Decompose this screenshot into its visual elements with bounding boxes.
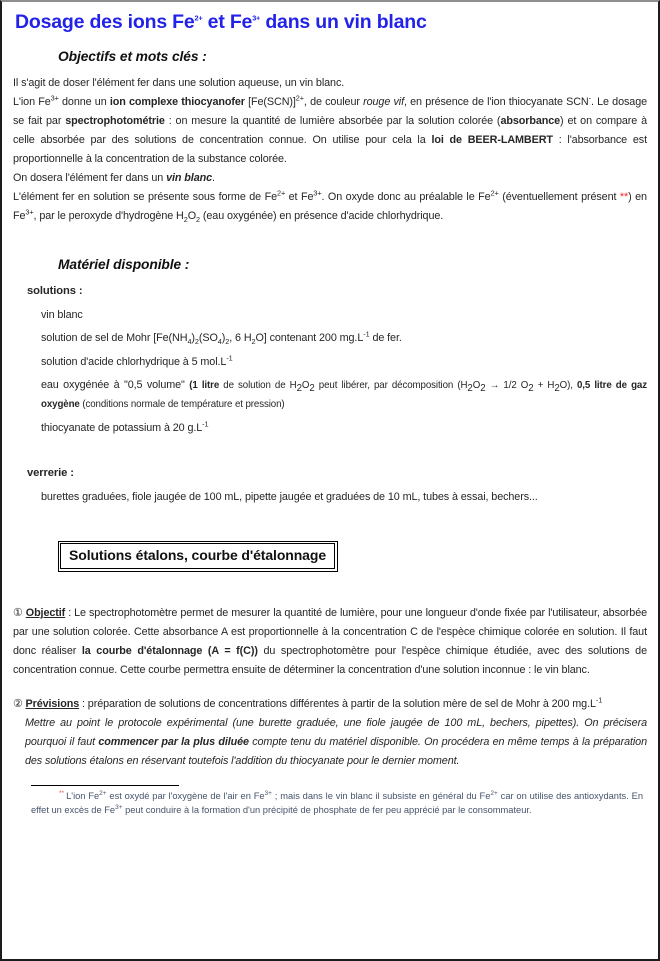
text-segment: : Le spectrophotomètre permet de mesurer la quantité de lumière, pour une longueur d'onde fixée par l'utilisateur, absorbée par une solution colorée. Cette absorbance A est proportionnelle à la concentration C de l'espèce chimique colorée en solution. Il faut donc réaliser (13, 607, 647, 657)
text-segment: 2 (467, 383, 473, 395)
text-segment: Il s'agit de doser l'élément fer dans une solution aqueuse, un vin blanc. (13, 77, 345, 89)
text-segment: ② (13, 698, 26, 710)
solution-item-thiocyanate (41, 419, 647, 438)
text-segment: 3+ (264, 789, 272, 797)
text-segment: et Fe (285, 191, 314, 203)
text-segment: (eau oxygénée) en présence d'acide chlorhydrique. (200, 210, 444, 222)
text-segment: [Fe(SCN)] (244, 96, 296, 108)
text-segment: et Fe (202, 11, 253, 33)
text-segment: O (187, 210, 197, 222)
text-segment: , de couleur (303, 96, 364, 108)
text-segment: solution d'acide chlorhydrique à 5 mol.L (41, 355, 227, 368)
text-segment: donne un (58, 96, 110, 108)
text-segment: 3+ (313, 188, 322, 198)
text-segment: 2 (251, 337, 256, 347)
text-segment: absorbance (500, 115, 561, 127)
text-segment: -1 (226, 352, 233, 362)
solution-item-eau-oxygenee (41, 376, 647, 414)
text-segment: 2 (554, 383, 560, 395)
text-segment: 2+ (276, 188, 286, 198)
text-segment: , 6 H (229, 332, 252, 344)
text-segment: commencer par la plus diluée (98, 736, 249, 748)
solutions-label: solutions : (27, 285, 83, 297)
text-segment: 2 (194, 337, 199, 347)
text-segment: O), (559, 380, 577, 391)
text-segment: L'ion Fe (13, 96, 51, 108)
text-segment: solution de sel de Mohr [Fe(NH (41, 332, 188, 344)
text-segment: O (301, 380, 310, 391)
text-segment: 3+ (115, 803, 123, 811)
heading-materiel: Matériel disponible : (58, 257, 190, 272)
text-segment: -1 (595, 695, 603, 705)
objectif-paragraph (13, 604, 647, 680)
text-segment: . On oxyde donc au préalable le Fe (321, 191, 491, 203)
text-segment: dans un vin blanc (260, 11, 427, 33)
text-segment: 2 (196, 215, 200, 225)
footnote-separator (31, 785, 179, 786)
text-segment: 2 (183, 215, 188, 225)
text-segment: ) en Fe (13, 191, 647, 222)
text-segment: . Le dosage se fait par (13, 96, 648, 127)
text-segment: ion complexe thiocyanofer (109, 96, 245, 108)
text-segment: spectrophotométrie (65, 115, 165, 127)
text-segment: peut conduire à la formation d'un précipité de phosphate de fer peu apprécié par le consommateur. (122, 804, 532, 815)
text-segment: 2+ (99, 789, 107, 797)
text-segment: vin blanc (166, 172, 213, 184)
text-segment: -1 (202, 418, 209, 428)
text-segment: ** (619, 191, 629, 203)
text-segment: Prévisions (25, 698, 80, 710)
text-segment: 4 (217, 337, 222, 347)
text-segment: Dosage des ions Fe (15, 11, 195, 33)
text-segment: - (588, 93, 591, 103)
footnote-text (31, 790, 643, 817)
text-segment: 2+ (490, 789, 498, 797)
text-segment: ) et on compare à celle absorbée par des solutions de concentration connue. On utilise pour cela la (13, 115, 647, 146)
text-segment: → 1/2 O (485, 380, 529, 391)
text-segment: loi de BEER-LAMBERT (431, 134, 553, 146)
text-segment: de fer. (369, 332, 402, 344)
text-segment: ) (191, 332, 195, 344)
section-box-title: Solutions étalons, courbe d'étalonnage (60, 543, 335, 569)
text-segment: O] contenant 200 mg.L (255, 332, 364, 344)
text-segment: (1 litre (189, 380, 220, 391)
spacer (13, 442, 647, 464)
text-segment: du spectrophotomètre pour l'espèce chimique étudiée, avec des solutions de concentration connue. Cette courbe permettra ensuite de déterminer la concentration d'une solution inconnue : le vin blanc. (13, 645, 647, 676)
intro-paragraph-3 (13, 169, 647, 188)
text-segment: : on mesure la quantité de lumière absorbée par la solution colorée ( (164, 115, 501, 127)
text-segment: 2+ (194, 13, 203, 23)
text-segment: + H (533, 380, 555, 391)
intro-paragraph-4 (13, 188, 647, 226)
text-segment: 0,5 litre de gaz oxygène (41, 380, 647, 410)
spacer (13, 226, 647, 256)
solution-item-vin-blanc (41, 306, 647, 325)
text-segment: 3+ (50, 93, 59, 103)
intro-paragraph-1 (13, 74, 647, 93)
text-segment: L'élément fer en solution se présente sous forme de Fe (13, 191, 277, 203)
text-segment: , en présence de l'ion thiocyanate SCN (403, 96, 589, 108)
section-box (58, 541, 338, 572)
text-segment: Objectif (25, 607, 66, 619)
text-segment: ① (13, 607, 26, 619)
text-segment: . (212, 172, 215, 184)
verrerie-label: verrerie : (27, 467, 74, 479)
intro-paragraph-2 (13, 93, 647, 169)
text-segment: 2+ (295, 93, 304, 103)
text-segment: car on utilise des antioxydants. En effet un excès de Fe (31, 791, 643, 815)
text-segment: 4 (187, 337, 192, 347)
text-segment: ) (221, 332, 226, 344)
text-segment: 2 (480, 383, 486, 395)
text-segment: est oxydé par l'oxygène de l'air en Fe (106, 791, 265, 801)
text-segment: vin blanc (41, 308, 83, 321)
text-segment: Mettre au point le protocole expérimental (une burette graduée, une fiole jaugée de 100 mL, bechers, pipettes). On précisera pourquoi il faut (25, 717, 647, 748)
text-segment: eau oxygénée à "0,5 volume" (41, 379, 190, 391)
previsions-paragraph (13, 695, 647, 714)
text-segment: On dosera l'élément fer dans un (13, 172, 167, 184)
text-segment: 3+ (252, 13, 261, 23)
text-segment: 2 (296, 383, 302, 395)
text-segment: ** (59, 789, 67, 797)
text-segment: O (472, 380, 481, 391)
text-segment: de solution de H (219, 380, 297, 391)
heading-objectifs: Objectifs et mots clés : (58, 49, 207, 64)
text-segment: L'ion Fe (66, 791, 100, 801)
text-segment: 2 (309, 383, 315, 395)
text-segment: la courbe d'étalonnage (A = f(C)) (81, 645, 258, 657)
text-segment: burettes graduées, fiole jaugée de 100 mL, pipette jaugée et graduées de 10 mL, tubes à essai, bechers... (41, 490, 538, 503)
text-segment: 2 (225, 337, 230, 347)
text-segment: 3+ (25, 207, 34, 217)
text-segment: : l'absorbance est proportionnelle à la concentration de la substance colorée. (13, 134, 647, 165)
verrerie-text (41, 488, 647, 507)
text-segment: , par le peroxyde d'hydrogène H (33, 210, 184, 222)
text-segment: : préparation de solutions de concentrations différentes à partir de la solution mère de sel de Mohr à 200 mg.L (79, 698, 596, 710)
solution-item-sel-de-mohr (41, 329, 647, 348)
text-segment: -1 (363, 329, 370, 339)
text-segment: rouge vif (363, 96, 404, 108)
text-segment: thiocyanate de potassium à 20 g.L (41, 421, 203, 434)
text-segment: peut libérer, par décomposition (H (314, 380, 468, 391)
text-segment: (conditions normale de température et pression) (79, 399, 285, 410)
text-segment: 2 (528, 383, 534, 395)
text-segment: (SO (198, 332, 218, 344)
solution-item-acide-chlorhydrique (41, 353, 647, 372)
text-segment: 2+ (490, 188, 499, 198)
document-title (15, 10, 647, 34)
text-segment: (éventuellement présent (498, 191, 620, 203)
previsions-protocol-paragraph (25, 714, 647, 771)
text-segment: compte tenu du matériel disponible. On procédera en même temps à la préparation des solutions étalons en réservant toutefois l'addition du thiocyanate pour le dernier moment. (25, 736, 647, 767)
text-segment: ; mais dans le vin blanc il subsiste en général du Fe (271, 791, 491, 801)
